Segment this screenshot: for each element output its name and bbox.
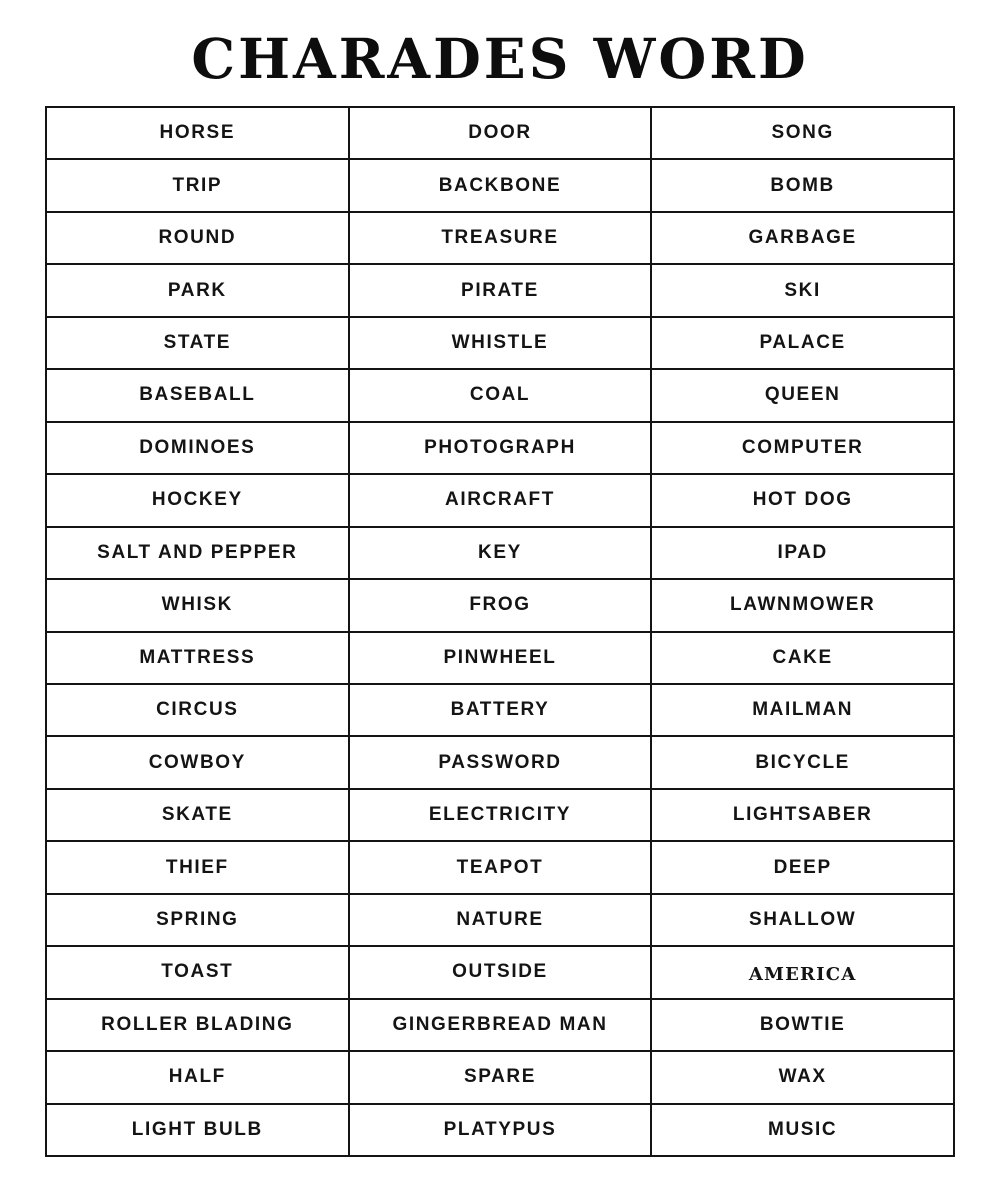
word-cell: TRIP <box>47 160 348 210</box>
word-cell: BOWTIE <box>652 1000 953 1050</box>
word-cell: PINWHEEL <box>350 633 651 683</box>
word-cell: BATTERY <box>350 685 651 735</box>
word-cell: TOAST <box>47 947 348 997</box>
word-cell: SONG <box>652 108 953 158</box>
word-cell: WHISK <box>47 580 348 630</box>
word-cell: GINGERBREAD MAN <box>350 1000 651 1050</box>
word-cell: GARBAGE <box>652 213 953 263</box>
word-cell: ELECTRICITY <box>350 790 651 840</box>
word-cell: PALACE <box>652 318 953 368</box>
word-cell: SKI <box>652 265 953 315</box>
word-cell: PIRATE <box>350 265 651 315</box>
word-cell: COMPUTER <box>652 423 953 473</box>
word-cell: TREASURE <box>350 213 651 263</box>
word-cell: IPAD <box>652 528 953 578</box>
word-cell: THIEF <box>47 842 348 892</box>
page-title: CHARADES WORD <box>191 26 809 91</box>
charades-word-table <box>45 106 955 1157</box>
word-cell: DOMINOES <box>47 423 348 473</box>
word-cell: CAKE <box>652 633 953 683</box>
word-cell: PARK <box>47 265 348 315</box>
word-cell: ROLLER BLADING <box>47 1000 348 1050</box>
word-cell: STATE <box>47 318 348 368</box>
word-cell: FROG <box>350 580 651 630</box>
word-cell: KEY <box>350 528 651 578</box>
word-cell: PLATYPUS <box>350 1105 651 1155</box>
word-cell: HALF <box>47 1052 348 1102</box>
word-cell: BASEBALL <box>47 370 348 420</box>
word-cell: DEEP <box>652 842 953 892</box>
word-cell: COAL <box>350 370 651 420</box>
word-cell: QUEEN <box>652 370 953 420</box>
word-cell: OUTSIDE <box>350 947 651 997</box>
word-cell: WAX <box>652 1052 953 1102</box>
word-cell: HOCKEY <box>47 475 348 525</box>
word-cell: LIGHTSABER <box>652 790 953 840</box>
word-cell: LAWNMOWER <box>652 580 953 630</box>
word-cell: MUSIC <box>652 1105 953 1155</box>
word-cell: SHALLOW <box>652 895 953 945</box>
word-cell: TEAPOT <box>350 842 651 892</box>
word-cell: HORSE <box>47 108 348 158</box>
word-cell: MAILMAN <box>652 685 953 735</box>
word-cell: MATTRESS <box>47 633 348 683</box>
word-cell: NATURE <box>350 895 651 945</box>
word-cell: PHOTOGRAPH <box>350 423 651 473</box>
word-cell: SPARE <box>350 1052 651 1102</box>
word-cell: BACKBONE <box>350 160 651 210</box>
word-cell: america <box>652 947 953 997</box>
word-cell: BICYCLE <box>652 737 953 787</box>
word-cell: COWBOY <box>47 737 348 787</box>
word-cell: SKATE <box>47 790 348 840</box>
word-cell: HOT DOG <box>652 475 953 525</box>
word-cell: LIGHT BULB <box>47 1105 348 1155</box>
word-cell: BOMB <box>652 160 953 210</box>
word-cell: DOOR <box>350 108 651 158</box>
word-cell: AIRCRAFT <box>350 475 651 525</box>
word-cell: SPRING <box>47 895 348 945</box>
word-cell: SALT AND PEPPER <box>47 528 348 578</box>
word-cell: ROUND <box>47 213 348 263</box>
word-cell: CIRCUS <box>47 685 348 735</box>
word-cell: WHISTLE <box>350 318 651 368</box>
word-cell: PASSWORD <box>350 737 651 787</box>
